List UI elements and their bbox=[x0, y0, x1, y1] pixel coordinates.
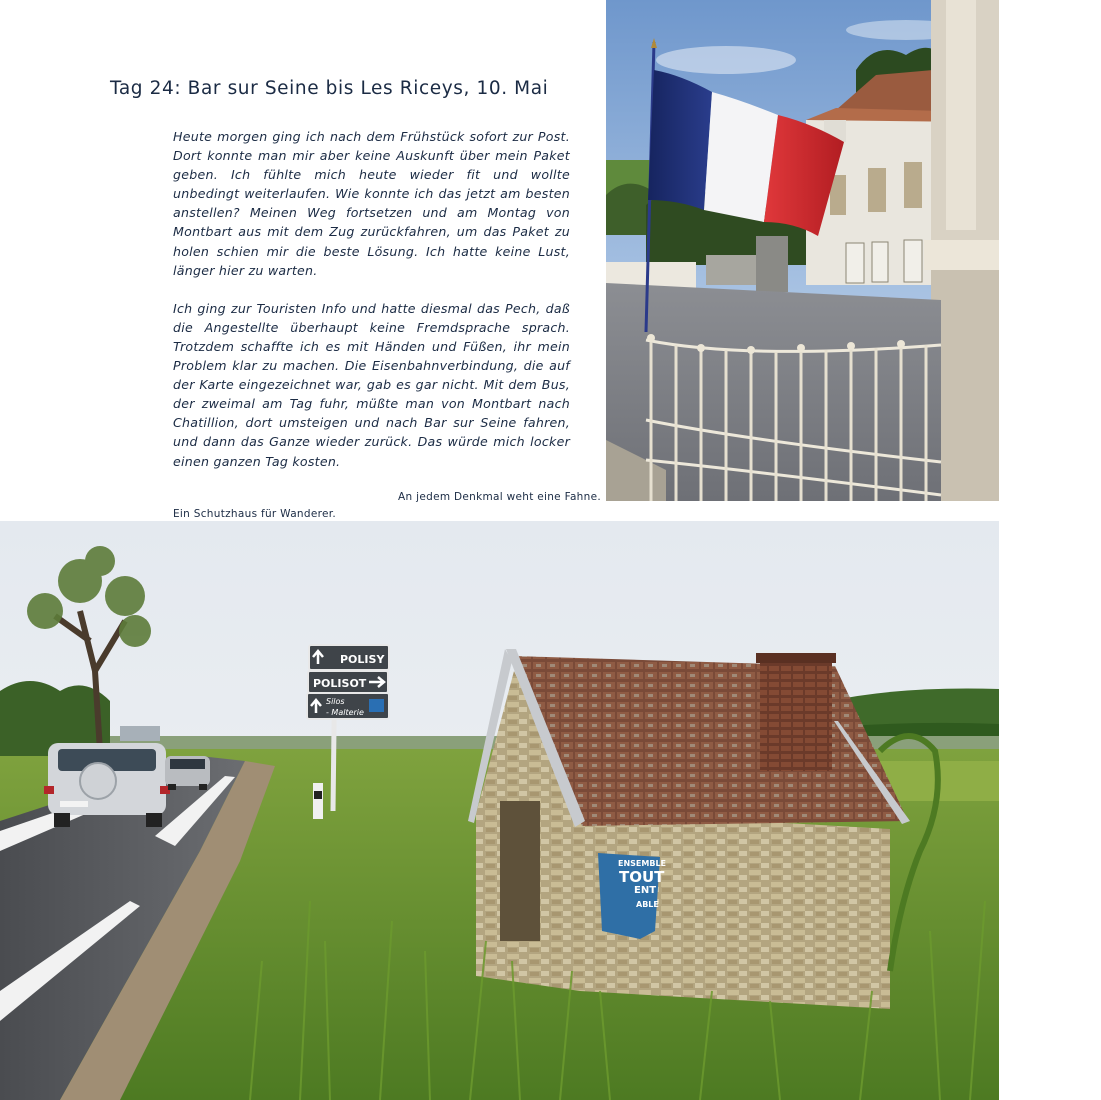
road-sign-polisot bbox=[308, 671, 388, 693]
sign-silos-line1: Silos bbox=[326, 697, 345, 706]
poster-line4: ABLE bbox=[636, 900, 659, 909]
hut-photo bbox=[0, 521, 999, 1100]
sign-polisot-label: POLISOT bbox=[313, 677, 367, 690]
flag-photo bbox=[606, 0, 999, 501]
flag-photo-caption: An jedem Denkmal weht eine Fahne. bbox=[398, 491, 601, 503]
road-sign-polisy bbox=[309, 645, 389, 670]
sign-polisy-label: POLISY bbox=[340, 653, 385, 666]
sign-silos-line2: - Malterie bbox=[326, 708, 364, 717]
hut-photo-caption: Ein Schutzhaus für Wanderer. bbox=[173, 508, 337, 520]
article-body bbox=[173, 127, 570, 490]
poster-line2: TOUT bbox=[619, 868, 665, 886]
poster-line1: ENSEMBLE bbox=[618, 859, 667, 868]
car-sedan bbox=[165, 756, 210, 790]
road-sign-silos bbox=[307, 693, 389, 719]
poster-line3: ENT bbox=[634, 885, 657, 896]
car-suv bbox=[44, 743, 170, 827]
paragraph: Heute morgen ging ich nach dem Frühstück sofort zur Post. Dort konnte man mir aber keine Auskunft über mein Paket geben. Ich fühlte mich heute wieder fit und wollte unbedingt weiterlaufen. Wie konnte ich das jetzt am besten anstellen? Meinen Weg fortsetzen und am Montag von Montbart aus mit dem Zug zurückfahren, um das Paket zu holen schien mir die beste Lösung. Ich hatte keine Lust, länger hier zu warten. bbox=[173, 129, 570, 278]
page-title: Tag 24: Bar sur Seine bis Les Riceys, 10. Mai bbox=[110, 78, 549, 99]
paragraph: Ich ging zur Touristen Info und hatte diesmal das Pech, daß die Angestellte überhaupt keine Fremdsprache sprach. Trotzdem schaffte ich es mit Händen und Füßen, ihr mein Problem klar zu machen. Die Eisenbahnverbindung, die auf der Karte eingezeichnet war, gab es gar nicht. Mit dem Bus, der zweimal am Tag fuhr, müßte man von Montbart nach Chatillion, dort umsteigen und nach Bar sur Seine fahren, und dann das Ganze wieder zurück. Das würde mich locker einen ganzen Tag kosten. bbox=[173, 300, 570, 469]
shelter-hut bbox=[468, 649, 910, 1009]
